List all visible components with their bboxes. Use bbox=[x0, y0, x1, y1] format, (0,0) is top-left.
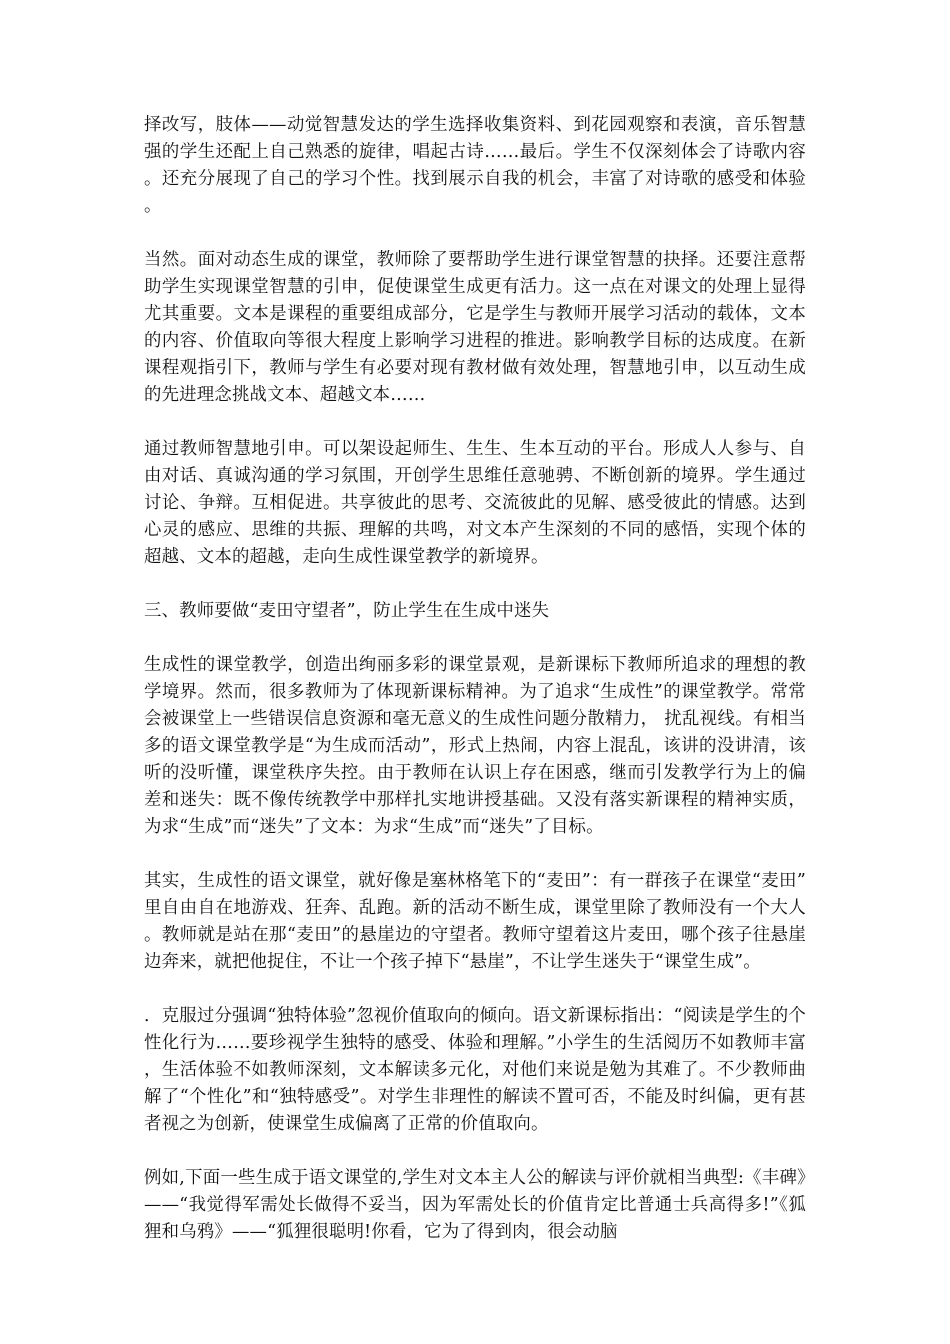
paragraph-generative-teaching: 生成性的课堂教学，创造出绚丽多彩的课堂景观，是新课标下教师所追求的理想的教学境界。然而，很多教师为了体现新课标精神。为了追求“生成性”的课堂教学。常常会被课堂上一些错误信息资源和毫无意义的生成性问题分散精力， 扰乱视线。有相当多的语文课堂教学是“为生成而活动”，形式上热闹，内容上混乱，该讲的没讲清，该听的没听懂，课堂秩序失控。由于教师在认识上存在困惑，继而引发教学行为上的偏差和迷失：既不像传统教学中那样扎实地讲授基础。又没有落实新课程的精神实质，为求“生成”而“迷失”了文本：为求“生成”而“迷失”了目标。 bbox=[144, 655, 806, 837]
paragraph-intelligence-choices: 择改写，肢体——动觉智慧发达的学生选择收集资料、到花园观察和表演，音乐智慧强的学生还配上自己熟悉的旋律，唱起古诗……最后。学生不仅深刻体会了诗歌内容。还充分展现了自己的学习个性。找到展示自我的机会，丰富了对诗歌的感受和体验。 bbox=[144, 115, 806, 216]
section-heading-three: 三、教师要做“麦田守望者”，防止学生在生成中迷失 bbox=[144, 601, 550, 621]
paragraph-wheatfield-metaphor: 其实，生成性的语文课堂，就好像是塞林格笔下的“麦田”：有一群孩子在课堂“麦田”里自由自在地游戏、狂奔、乱跑。新的活动不断生成，课堂里除了教师没有一个大人。教师就是站在那“麦田”的悬崖边的守望者。教师守望着这片麦田，哪个孩子往悬崖边奔来，就把他捉住，不让一个孩子掉下“悬崖”，不让学生迷失于“课堂生成”。 bbox=[144, 871, 806, 972]
document-body bbox=[144, 112, 806, 1273]
paragraph-unique-experience: ．克服过分强调“独特体验”忽视价值取向的倾向。语文新课标指出：“阅读是学生的个性化行为……要珍视学生独特的感受、体验和理解。”小学生的生活阅历不如教师丰富，生活体验不如教师深刻，文本解读多元化，对他们来说是勉为其难了。不少教师曲解了“个性化”和“独特感受”。对学生非理性的解读不置可否，不能及时纠偏，更有甚者视之为创新，使课堂生成偏离了正常的价值取向。 bbox=[144, 1006, 806, 1134]
paragraph-intelligence-extension: 当然。面对动态生成的课堂，教师除了要帮助学生进行课堂智慧的抉择。还要注意帮助学生实现课堂智慧的引申，促使课堂生成更有活力。这一点在对课文的处理上显得尤其重要。文本是课程的重要组成部分，它是学生与教师开展学习活动的载体，文本的内容、价值取向等很大程度上影响学习进程的推进。影响教学目标的达成度。在新课程观指引下，教师与学生有必要对现有教材做有效处理，智慧地引申，以互动生成的先进理念挑战文本、超越文本…… bbox=[144, 250, 806, 405]
paragraph-examples: 例如,下面一些生成于语文课堂的,学生对文本主人公的解读与评价就相当典型:《丰碑》——“我觉得军需处长做得不妥当，因为军需处长的价值肯定比普通士兵高得多!”《狐狸和乌鸦》——“狐狸很聪明!你看，它为了得到肉，很会动脑 bbox=[144, 1168, 806, 1242]
paragraph-interaction-platform: 通过教师智慧地引申。可以架设起师生、生生、生本互动的平台。形成人人参与、自由对话、真诚沟通的学习氛围，开创学生思维任意驰骋、不断创新的境界。学生通过讨论、争辩。互相促进。共享彼此的思考、交流彼此的见解、感受彼此的情感。达到心灵的感应、思维的共振、理解的共鸣，对文本产生深刻的不同的感悟，实现个体的超越、文本的超越，走向生成性课堂教学的新境界。 bbox=[144, 439, 806, 567]
